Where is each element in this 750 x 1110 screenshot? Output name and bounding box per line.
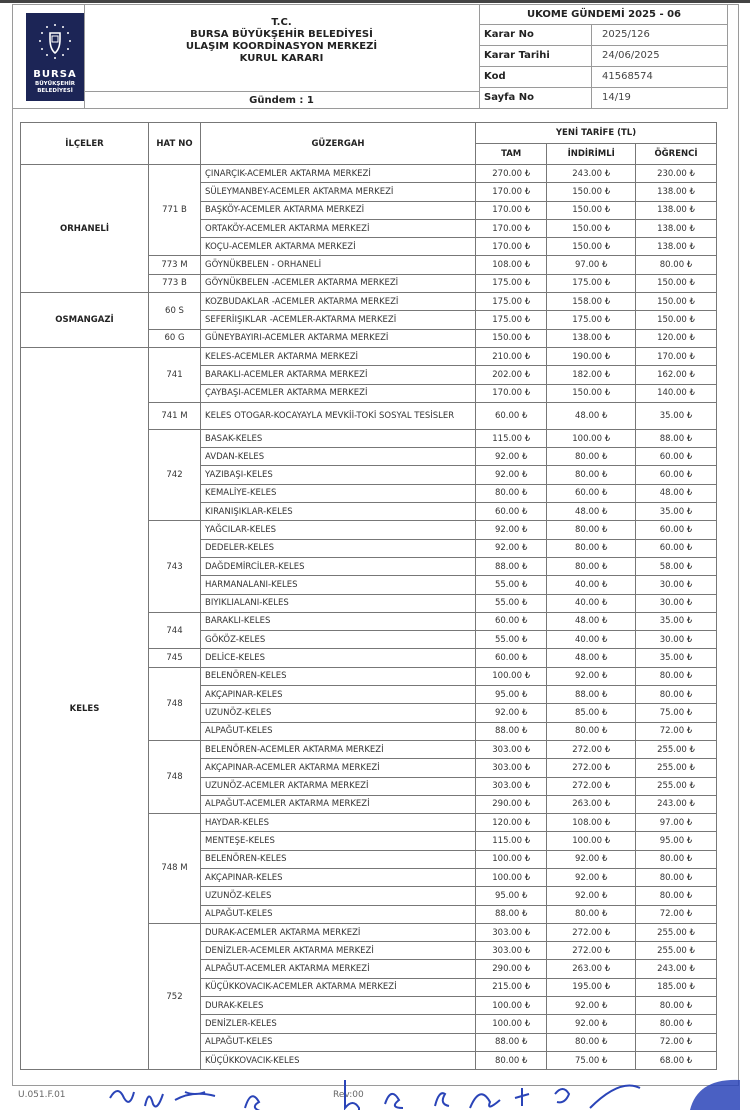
fare-ogrenci-cell: 60.00 ₺	[636, 448, 717, 466]
fare-ogrenci-cell: 72.00 ₺	[636, 905, 717, 923]
fare-tam-cell: 100.00 ₺	[476, 1015, 547, 1033]
fare-indirimli-cell: 92.00 ₺	[547, 997, 636, 1015]
fare-indirimli-cell: 182.00 ₺	[547, 366, 636, 384]
fare-ogrenci-cell: 138.00 ₺	[636, 183, 717, 201]
route-cell: DURAK-ACEMLER AKTARMA MERKEZİ	[201, 923, 476, 941]
fare-tam-cell: 170.00 ₺	[476, 201, 547, 219]
route-cell: DENİZLER-ACEMLER AKTARMA MERKEZİ	[201, 942, 476, 960]
line-number-cell: 60 S	[149, 293, 201, 330]
fare-indirimli-cell: 92.00 ₺	[547, 868, 636, 886]
fare-indirimli-cell: 80.00 ₺	[547, 905, 636, 923]
bursa-emblem-icon	[39, 23, 71, 61]
header-yeni-tarife: YENİ TARİFE (TL)	[476, 123, 717, 144]
fare-indirimli-cell: 175.00 ₺	[547, 311, 636, 329]
route-cell: KEMALİYE-KELES	[201, 484, 476, 502]
fare-tam-cell: 55.00 ₺	[476, 576, 547, 594]
fare-indirimli-cell: 175.00 ₺	[547, 274, 636, 292]
fare-indirimli-cell: 80.00 ₺	[547, 448, 636, 466]
fare-ogrenci-cell: 138.00 ₺	[636, 201, 717, 219]
route-cell: MENTEŞE-KELES	[201, 832, 476, 850]
fare-indirimli-cell: 92.00 ₺	[547, 1015, 636, 1033]
fare-ogrenci-cell: 80.00 ₺	[636, 667, 717, 685]
fare-ogrenci-cell: 35.00 ₺	[636, 649, 717, 667]
fare-ogrenci-cell: 150.00 ₺	[636, 293, 717, 311]
fare-ogrenci-cell: 255.00 ₺	[636, 740, 717, 758]
line-number-cell: 741	[149, 347, 201, 402]
fare-ogrenci-cell: 255.00 ₺	[636, 777, 717, 795]
route-cell: ALPAĞUT-KELES	[201, 1033, 476, 1051]
fare-ogrenci-cell: 138.00 ₺	[636, 219, 717, 237]
fare-ogrenci-cell: 30.00 ₺	[636, 631, 717, 649]
fare-ogrenci-cell: 88.00 ₺	[636, 429, 717, 447]
fare-tam-cell: 215.00 ₺	[476, 978, 547, 996]
district-cell: ORHANELİ	[21, 165, 149, 293]
fare-tam-cell: 115.00 ₺	[476, 429, 547, 447]
line-number-cell: 752	[149, 923, 201, 1069]
line-number-cell: 773 B	[149, 274, 201, 292]
fare-indirimli-cell: 92.00 ₺	[547, 850, 636, 868]
fare-indirimli-cell: 150.00 ₺	[547, 201, 636, 219]
route-cell: AVDAN-KELES	[201, 448, 476, 466]
route-cell: DAĞDEMİRCİLER-KELES	[201, 557, 476, 575]
fare-tam-cell: 175.00 ₺	[476, 293, 547, 311]
fare-indirimli-cell: 60.00 ₺	[547, 484, 636, 502]
fare-indirimli-cell: 272.00 ₺	[547, 923, 636, 941]
route-cell: AKÇAPINAR-KELES	[201, 686, 476, 704]
fare-indirimli-cell: 92.00 ₺	[547, 667, 636, 685]
fare-tam-cell: 60.00 ₺	[476, 402, 547, 429]
fare-tam-cell: 303.00 ₺	[476, 942, 547, 960]
fare-indirimli-cell: 80.00 ₺	[547, 557, 636, 575]
header-guzergah: GÜZERGAH	[201, 123, 476, 165]
route-cell: GÖKÖZ-KELES	[201, 631, 476, 649]
fare-indirimli-cell: 48.00 ₺	[547, 503, 636, 521]
fare-tam-cell: 95.00 ₺	[476, 686, 547, 704]
route-cell: HAYDAR-KELES	[201, 814, 476, 832]
fare-tam-cell: 92.00 ₺	[476, 466, 547, 484]
route-cell: DEDELER-KELES	[201, 539, 476, 557]
table-row	[21, 165, 717, 183]
fare-ogrenci-cell: 30.00 ₺	[636, 576, 717, 594]
route-cell: AKÇAPINAR-KELES	[201, 868, 476, 886]
fare-indirimli-cell: 272.00 ₺	[547, 759, 636, 777]
route-cell: KÜÇÜKKOVACIK-KELES	[201, 1051, 476, 1069]
fare-indirimli-cell: 100.00 ₺	[547, 429, 636, 447]
fare-indirimli-cell: 88.00 ₺	[547, 686, 636, 704]
fare-ogrenci-cell: 35.00 ₺	[636, 503, 717, 521]
title-line: T.C.	[271, 17, 292, 28]
fare-ogrenci-cell: 95.00 ₺	[636, 832, 717, 850]
meta-value: 14/19	[602, 92, 631, 103]
line-number-cell: 743	[149, 521, 201, 612]
fare-ogrenci-cell: 68.00 ₺	[636, 1051, 717, 1069]
fare-ogrenci-cell: 80.00 ₺	[636, 887, 717, 905]
route-cell: GÖYNÜKBELEN - ORHANELİ	[201, 256, 476, 274]
fare-indirimli-cell: 80.00 ₺	[547, 466, 636, 484]
meta-row	[480, 46, 728, 67]
meta-value: 41568574	[602, 71, 653, 82]
fare-indirimli-cell: 150.00 ₺	[547, 384, 636, 402]
fare-tam-cell: 60.00 ₺	[476, 503, 547, 521]
header-indirimli: İNDİRİMLİ	[547, 144, 636, 165]
header-tam: TAM	[476, 144, 547, 165]
fare-tam-cell: 100.00 ₺	[476, 868, 547, 886]
fare-indirimli-cell: 48.00 ₺	[547, 612, 636, 630]
route-cell: YAĞCILAR-KELES	[201, 521, 476, 539]
table-header-row	[21, 123, 717, 144]
line-number-cell: 745	[149, 649, 201, 667]
document-header	[12, 5, 728, 109]
fare-indirimli-cell: 195.00 ₺	[547, 978, 636, 996]
fare-indirimli-cell: 80.00 ₺	[547, 521, 636, 539]
fare-ogrenci-cell: 75.00 ₺	[636, 704, 717, 722]
fare-indirimli-cell: 150.00 ₺	[547, 183, 636, 201]
logo-cell	[13, 5, 85, 108]
signatures-icon	[100, 1078, 750, 1110]
line-number-cell: 748 M	[149, 814, 201, 924]
route-cell: ALPAĞUT-ACEMLER AKTARMA MERKEZİ	[201, 795, 476, 813]
agenda-label: Gündem : 1	[84, 91, 479, 109]
route-cell: KELES-ACEMLER AKTARMA MERKEZİ	[201, 347, 476, 365]
meta-label: Karar Tarihi	[480, 46, 592, 66]
fare-ogrenci-cell: 185.00 ₺	[636, 978, 717, 996]
fare-tam-cell: 88.00 ₺	[476, 905, 547, 923]
fare-tam-cell: 92.00 ₺	[476, 539, 547, 557]
meta-value: 2025/126	[602, 29, 650, 40]
line-number-cell: 60 G	[149, 329, 201, 347]
fare-indirimli-cell: 97.00 ₺	[547, 256, 636, 274]
route-cell: BELENÖREN-ACEMLER AKTARMA MERKEZİ	[201, 740, 476, 758]
fare-ogrenci-cell: 72.00 ₺	[636, 722, 717, 740]
fare-tam-cell: 55.00 ₺	[476, 631, 547, 649]
fare-ogrenci-cell: 150.00 ₺	[636, 274, 717, 292]
title-line: KURUL KARARI	[239, 53, 324, 64]
route-cell: KOZBUDAKLAR -ACEMLER AKTARMA MERKEZİ	[201, 293, 476, 311]
line-number-cell: 744	[149, 612, 201, 649]
fare-tam-cell: 92.00 ₺	[476, 521, 547, 539]
fare-ogrenci-cell: 255.00 ₺	[636, 923, 717, 941]
route-cell: ÇAYBAŞI-ACEMLER AKTARMA MERKEZİ	[201, 384, 476, 402]
fare-tam-cell: 170.00 ₺	[476, 238, 547, 256]
fare-tam-cell: 175.00 ₺	[476, 311, 547, 329]
line-number-cell: 742	[149, 429, 201, 520]
line-number-cell: 773 M	[149, 256, 201, 274]
fare-tam-cell: 210.00 ₺	[476, 347, 547, 365]
meta-row	[480, 25, 728, 46]
fare-ogrenci-cell: 243.00 ₺	[636, 960, 717, 978]
route-cell: DENİZLER-KELES	[201, 1015, 476, 1033]
fare-indirimli-cell: 80.00 ₺	[547, 1033, 636, 1051]
fare-indirimli-cell: 272.00 ₺	[547, 942, 636, 960]
fare-indirimli-cell: 108.00 ₺	[547, 814, 636, 832]
line-number-cell: 741 M	[149, 402, 201, 429]
district-cell: KELES	[21, 347, 149, 1069]
meta-title: UKOME GÜNDEMİ 2025 - 06	[480, 5, 728, 25]
fare-tam-cell: 120.00 ₺	[476, 814, 547, 832]
fare-ogrenci-cell: 80.00 ₺	[636, 997, 717, 1015]
fare-tam-cell: 290.00 ₺	[476, 795, 547, 813]
fare-indirimli-cell: 92.00 ₺	[547, 887, 636, 905]
fare-ogrenci-cell: 170.00 ₺	[636, 347, 717, 365]
logo-text-belediyesi: BELEDİYESİ	[37, 88, 73, 94]
logo-text-bursa: BURSA	[33, 69, 77, 80]
fare-tam-cell: 170.00 ₺	[476, 219, 547, 237]
fare-ogrenci-cell: 97.00 ₺	[636, 814, 717, 832]
top-bar	[0, 0, 750, 3]
fare-tam-cell: 100.00 ₺	[476, 850, 547, 868]
fare-tam-cell: 290.00 ₺	[476, 960, 547, 978]
route-cell: ALPAĞUT-KELES	[201, 722, 476, 740]
meta-row	[480, 67, 728, 88]
fare-indirimli-cell: 158.00 ₺	[547, 293, 636, 311]
route-cell: SÜLEYMANBEY-ACEMLER AKTARMA MERKEZİ	[201, 183, 476, 201]
fare-indirimli-cell: 150.00 ₺	[547, 238, 636, 256]
fare-ogrenci-cell: 60.00 ₺	[636, 539, 717, 557]
route-cell: KIRANIŞIKLAR-KELES	[201, 503, 476, 521]
bursa-logo	[26, 13, 84, 101]
fare-ogrenci-cell: 35.00 ₺	[636, 402, 717, 429]
fare-tam-cell: 170.00 ₺	[476, 384, 547, 402]
fare-tam-cell: 108.00 ₺	[476, 256, 547, 274]
fare-tam-cell: 175.00 ₺	[476, 274, 547, 292]
fare-tam-cell: 270.00 ₺	[476, 165, 547, 183]
fare-tam-cell: 303.00 ₺	[476, 923, 547, 941]
route-cell: BELENÖREN-KELES	[201, 850, 476, 868]
header-hat-no: HAT NO	[149, 123, 201, 165]
route-cell: ALPAĞUT-ACEMLER AKTARMA MERKEZİ	[201, 960, 476, 978]
fare-tam-cell: 100.00 ₺	[476, 997, 547, 1015]
route-cell: GÜNEYBAYIRI-ACEMLER AKTARMA MERKEZİ	[201, 329, 476, 347]
table-row	[21, 293, 717, 311]
route-cell: BARAKLI-KELES	[201, 612, 476, 630]
fare-ogrenci-cell: 58.00 ₺	[636, 557, 717, 575]
fare-indirimli-cell: 243.00 ₺	[547, 165, 636, 183]
fare-tam-cell: 303.00 ₺	[476, 777, 547, 795]
route-cell: KELES OTOGAR-KOCAYAYLA MEVKİİ-TOKİ SOSYAL TESİSLER	[201, 402, 476, 429]
route-cell: BIYIKLIALANI-KELES	[201, 594, 476, 612]
route-cell: SEFERİIŞIKLAR -ACEMLER-AKTARMA MERKEZİ	[201, 311, 476, 329]
route-cell: UZUNÖZ-KELES	[201, 887, 476, 905]
fare-tam-cell: 202.00 ₺	[476, 366, 547, 384]
fare-indirimli-cell: 272.00 ₺	[547, 740, 636, 758]
meta-label: Kod	[480, 67, 592, 87]
fare-tam-cell: 95.00 ₺	[476, 887, 547, 905]
meta-label: Karar No	[480, 25, 592, 45]
fare-ogrenci-cell: 230.00 ₺	[636, 165, 717, 183]
fare-tam-cell: 92.00 ₺	[476, 448, 547, 466]
fare-indirimli-cell: 80.00 ₺	[547, 722, 636, 740]
fare-indirimli-cell: 190.00 ₺	[547, 347, 636, 365]
fare-ogrenci-cell: 80.00 ₺	[636, 686, 717, 704]
decision-meta-box	[479, 5, 728, 108]
logo-text-buyuksehir: BÜYÜKŞEHİR	[35, 81, 75, 87]
fare-tam-cell: 60.00 ₺	[476, 649, 547, 667]
fare-tam-cell: 80.00 ₺	[476, 484, 547, 502]
fare-ogrenci-cell: 80.00 ₺	[636, 1015, 717, 1033]
fare-indirimli-cell: 138.00 ₺	[547, 329, 636, 347]
route-cell: UZUNÖZ-KELES	[201, 704, 476, 722]
fare-ogrenci-cell: 80.00 ₺	[636, 850, 717, 868]
fare-tam-cell: 92.00 ₺	[476, 704, 547, 722]
district-cell: OSMANGAZİ	[21, 293, 149, 348]
fare-tam-cell: 88.00 ₺	[476, 1033, 547, 1051]
fare-tam-cell: 170.00 ₺	[476, 183, 547, 201]
fare-ogrenci-cell: 120.00 ₺	[636, 329, 717, 347]
revision-label: Rev:00	[333, 1090, 364, 1100]
fare-tam-cell: 80.00 ₺	[476, 1051, 547, 1069]
fare-indirimli-cell: 40.00 ₺	[547, 576, 636, 594]
line-number-cell: 748	[149, 740, 201, 813]
route-cell: KÜÇÜKKOVACIK-ACEMLER AKTARMA MERKEZİ	[201, 978, 476, 996]
fare-ogrenci-cell: 162.00 ₺	[636, 366, 717, 384]
fare-indirimli-cell: 48.00 ₺	[547, 402, 636, 429]
header-ogrenci: ÖĞRENCİ	[636, 144, 717, 165]
fare-ogrenci-cell: 80.00 ₺	[636, 868, 717, 886]
route-cell: YAZIBAŞI-KELES	[201, 466, 476, 484]
route-cell: BAŞKÖY-ACEMLER AKTARMA MERKEZİ	[201, 201, 476, 219]
fare-ogrenci-cell: 60.00 ₺	[636, 521, 717, 539]
fare-indirimli-cell: 272.00 ₺	[547, 777, 636, 795]
fare-indirimli-cell: 48.00 ₺	[547, 649, 636, 667]
fare-indirimli-cell: 85.00 ₺	[547, 704, 636, 722]
fare-tam-cell: 303.00 ₺	[476, 759, 547, 777]
form-code: U.051.F.01	[18, 1090, 66, 1100]
fare-indirimli-cell: 75.00 ₺	[547, 1051, 636, 1069]
meta-label: Sayfa No	[480, 88, 592, 108]
fare-ogrenci-cell: 150.00 ₺	[636, 311, 717, 329]
fare-ogrenci-cell: 60.00 ₺	[636, 466, 717, 484]
tariff-table	[20, 122, 717, 1070]
fare-ogrenci-cell: 140.00 ₺	[636, 384, 717, 402]
route-cell: BARAKLI-ACEMLER AKTARMA MERKEZİ	[201, 366, 476, 384]
route-cell: ORTAKÖY-ACEMLER AKTARMA MERKEZİ	[201, 219, 476, 237]
line-number-cell: 748	[149, 667, 201, 740]
fare-indirimli-cell: 100.00 ₺	[547, 832, 636, 850]
fare-ogrenci-cell: 72.00 ₺	[636, 1033, 717, 1051]
fare-tam-cell: 60.00 ₺	[476, 612, 547, 630]
title-line: ULAŞIM KOORDİNASYON MERKEZİ	[185, 41, 378, 52]
fare-indirimli-cell: 40.00 ₺	[547, 631, 636, 649]
fare-tam-cell: 88.00 ₺	[476, 722, 547, 740]
table-row	[21, 347, 717, 365]
document-title	[84, 17, 479, 65]
meta-value: 24/06/2025	[602, 50, 660, 61]
fare-ogrenci-cell: 30.00 ₺	[636, 594, 717, 612]
route-cell: ALPAĞUT-KELES	[201, 905, 476, 923]
fare-indirimli-cell: 40.00 ₺	[547, 594, 636, 612]
route-cell: AKÇAPINAR-ACEMLER AKTARMA MERKEZİ	[201, 759, 476, 777]
fare-tam-cell: 88.00 ₺	[476, 557, 547, 575]
table-body	[21, 165, 717, 1070]
fare-indirimli-cell: 80.00 ₺	[547, 539, 636, 557]
fare-indirimli-cell: 263.00 ₺	[547, 795, 636, 813]
fare-ogrenci-cell: 255.00 ₺	[636, 759, 717, 777]
route-cell: ÇINARÇIK-ACEMLER AKTARMA MERKEZİ	[201, 165, 476, 183]
fare-ogrenci-cell: 243.00 ₺	[636, 795, 717, 813]
fare-tam-cell: 55.00 ₺	[476, 594, 547, 612]
fare-indirimli-cell: 263.00 ₺	[547, 960, 636, 978]
line-number-cell: 771 B	[149, 165, 201, 256]
route-cell: UZUNÖZ-ACEMLER AKTARMA MERKEZİ	[201, 777, 476, 795]
fare-ogrenci-cell: 80.00 ₺	[636, 256, 717, 274]
route-cell: KOÇU-ACEMLER AKTARMA MERKEZİ	[201, 238, 476, 256]
route-cell: HARMANALANI-KELES	[201, 576, 476, 594]
fare-tam-cell: 303.00 ₺	[476, 740, 547, 758]
title-line: BURSA BÜYÜKŞEHİR BELEDİYESİ	[190, 29, 373, 40]
fare-ogrenci-cell: 255.00 ₺	[636, 942, 717, 960]
fare-tam-cell: 115.00 ₺	[476, 832, 547, 850]
route-cell: BASAK-KELES	[201, 429, 476, 447]
meta-row	[480, 88, 728, 108]
fare-tam-cell: 100.00 ₺	[476, 667, 547, 685]
fare-indirimli-cell: 150.00 ₺	[547, 219, 636, 237]
fare-ogrenci-cell: 35.00 ₺	[636, 612, 717, 630]
route-cell: DELİCE-KELES	[201, 649, 476, 667]
fare-tam-cell: 150.00 ₺	[476, 329, 547, 347]
route-cell: BELENÖREN-KELES	[201, 667, 476, 685]
header-ilceler: İLÇELER	[21, 123, 149, 165]
route-cell: GÖYNÜKBELEN -ACEMLER AKTARMA MERKEZİ	[201, 274, 476, 292]
fare-ogrenci-cell: 48.00 ₺	[636, 484, 717, 502]
fare-ogrenci-cell: 138.00 ₺	[636, 238, 717, 256]
route-cell: DURAK-KELES	[201, 997, 476, 1015]
